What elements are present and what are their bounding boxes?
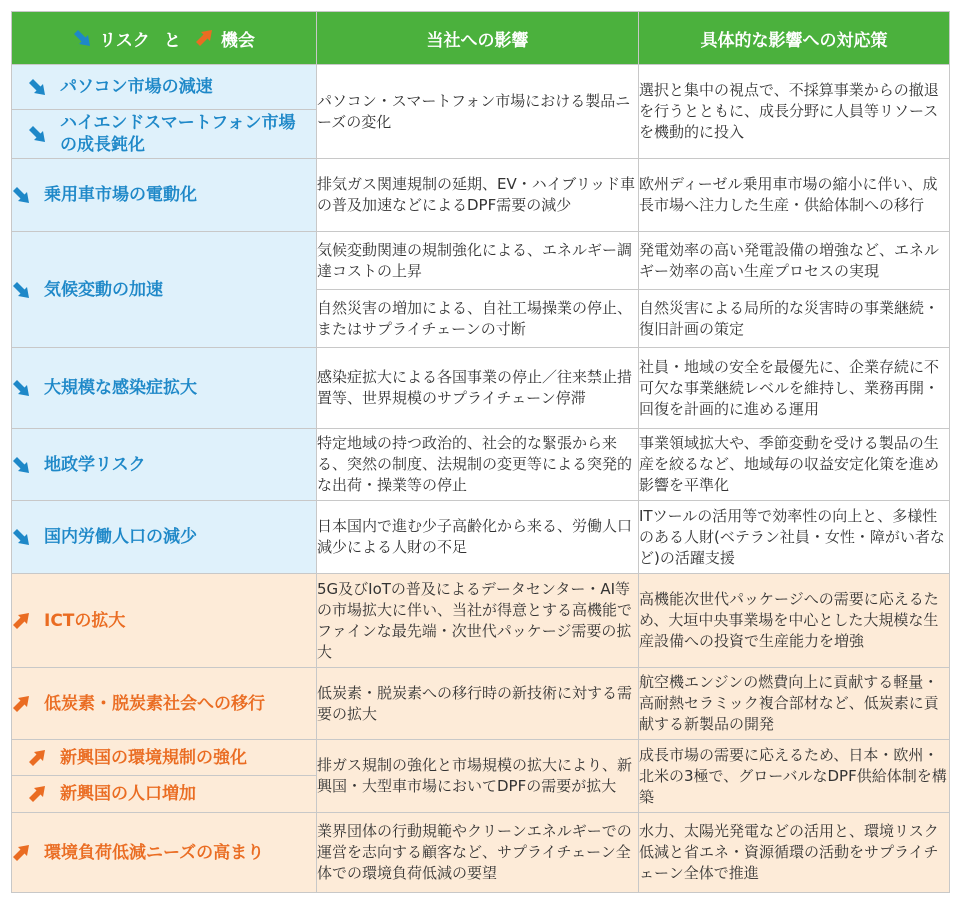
header-opportunity-label: 機会: [220, 30, 255, 51]
risk-label-cell: [12, 348, 317, 429]
impact-cell: 日本国内で進む少子高齢化から来る、労働人口減少による人財の不足: [317, 501, 639, 574]
opportunity-label: 環境負荷低減ニーズの高まり: [44, 842, 265, 863]
table-row: [12, 668, 950, 740]
arrow-down-right-icon: [28, 78, 46, 96]
impact-cell: パソコン・スマートフォン市場における製品ニーズの変化: [317, 65, 639, 159]
table-row: [12, 429, 950, 501]
impact-cell: 特定地域の持つ政治的、社会的な緊張から来る、突然の制度、法規制の変更等による突発的な出荷・操業等の停止: [317, 429, 639, 501]
table-row: [12, 740, 950, 813]
risk-label-cell: [12, 501, 317, 574]
impact-cell: 気候変動関連の規制強化による、エネルギー調達コストの上昇: [317, 232, 639, 290]
response-cell: 高機能次世代パッケージへの需要に応えるため、大垣中央事業場を中心とした大規模な生産設備への投資で生産能力を増強: [639, 574, 950, 668]
arrow-up-right-icon: [195, 29, 213, 47]
arrow-down-right-icon: [73, 29, 91, 47]
table-row: [12, 501, 950, 574]
response-cell: 発電効率の高い発電設備の増強など、エネルギー効率の高い生産プロセスの実現: [639, 232, 950, 290]
opportunity-label-cell: [12, 574, 317, 668]
arrow-up-right-icon: [12, 844, 30, 862]
response-cell: ITツールの活用等で効率性の向上と、多様性のある人財(ベテラン社員・女性・障がい者など)の活躍支援: [639, 501, 950, 574]
table-row: [12, 348, 950, 429]
table-row: [12, 65, 950, 159]
impact-cell: 5G及びIoTの普及によるデータセンター・AI等の市場拡大に伴い、当社が得意とする高機能でファインな最先端・次世代パッケージ需要の拡大: [317, 574, 639, 668]
opportunity-label-cell: [12, 740, 317, 813]
risk-label: 地政学リスク: [44, 454, 146, 475]
risk-label-cell: [12, 232, 317, 348]
opportunity-item: [12, 775, 316, 812]
arrow-down-right-icon: [28, 125, 46, 143]
header-category: [12, 12, 317, 65]
risk-label-cell: [12, 429, 317, 501]
risk-opportunity-table: [11, 11, 950, 893]
arrow-down-right-icon: [12, 281, 30, 299]
header-row: [12, 12, 950, 65]
opportunity-label: 低炭素・脱炭素社会への移行: [44, 693, 265, 714]
response-cell: 成長市場の需要に応えるため、日本・欧州・北米の3極で、グローバルなDPF供給体制を構築: [639, 740, 950, 813]
risk-label-cell: [12, 159, 317, 232]
header-response: 具体的な影響への対応策: [639, 12, 950, 65]
header-impact: 当社への影響: [317, 12, 639, 65]
response-cell: 自然災害による局所的な災害時の事業継続・復旧計画の策定: [639, 290, 950, 348]
risk-label: 国内労働人口の減少: [44, 527, 197, 547]
opportunity-label-cell: [12, 813, 317, 893]
risk-item: [12, 65, 316, 109]
risk-label: 気候変動の加速: [44, 279, 163, 300]
opportunity-label-cell: [12, 668, 317, 740]
table-row: [12, 574, 950, 668]
arrow-down-right-icon: [12, 186, 30, 204]
opportunity-label: 新興国の人口増加: [60, 784, 196, 804]
arrow-down-right-icon: [12, 456, 30, 474]
table-row: [12, 232, 950, 290]
impact-cell: 自然災害の増加による、自社工場操業の停止、またはサプライチェーンの寸断: [317, 290, 639, 348]
arrow-up-right-icon: [12, 695, 30, 713]
opportunity-label: 新興国の環境規制の強化: [60, 747, 247, 768]
response-cell: 事業領域拡大や、季節変動を受ける製品の生産を絞るなど、地域毎の収益安定化策を進め影響を平準化: [639, 429, 950, 501]
risk-label-cell: [12, 65, 317, 159]
response-cell: 社員・地域の安全を最優先に、企業存続に不可欠な事業継続レベルを維持し、業務再開・回復を計画的に進める運用: [639, 348, 950, 429]
impact-cell: 排ガス規制の強化と市場規模の拡大により、新興国・大型車市場においてDPFの需要が拡大: [317, 740, 639, 813]
risk-label: 乗用車市場の電動化: [44, 185, 197, 205]
arrow-down-right-icon: [12, 528, 30, 546]
impact-cell: 排気ガス関連規制の延期、EV・ハイブリッド車の普及加速などによるDPF需要の減少: [317, 159, 639, 232]
response-cell: 水力、太陽光発電などの活用と、環境リスク低減と省エネ・資源循環の活動をサプライチェーン全体で推進: [639, 813, 950, 893]
impact-cell: 感染症拡大による各国事業の停止／往来禁止措置等、世界規模のサプライチェーン停滞: [317, 348, 639, 429]
risk-label: 大規模な感染症拡大: [44, 378, 197, 398]
response-cell: 欧州ディーゼル乗用車市場の縮小に伴い、成長市場へ注力した生産・供給体制への移行: [639, 159, 950, 232]
header-risk-label: リスク: [99, 30, 150, 51]
opportunity-label: ICTの拡大: [44, 610, 126, 631]
response-cell: 選択と集中の視点で、不採算事業からの撤退を行うとともに、成長分野に人員等リソースを機動的に投入: [639, 65, 950, 159]
arrow-down-right-icon: [12, 379, 30, 397]
risk-label: パソコン市場の減速: [60, 77, 213, 97]
table-row: [12, 159, 950, 232]
impact-cell: 業界団体の行動規範やクリーンエネルギーでの運営を志向する顧客など、サプライチェーン全体での環境負荷低減の要望: [317, 813, 639, 893]
risk-label: ハイエンドスマートフォン市場の成長鈍化: [60, 113, 296, 155]
arrow-up-right-icon: [28, 785, 46, 803]
risk-item: [12, 109, 316, 158]
header-and-label: と: [163, 30, 181, 51]
arrow-up-right-icon: [28, 749, 46, 767]
impact-cell: 低炭素・脱炭素への移行時の新技術に対する需要の拡大: [317, 668, 639, 740]
response-cell: 航空機エンジンの燃費向上に貢献する軽量・高耐熱セラミック複合部材など、低炭素に貢献する新製品の開発: [639, 668, 950, 740]
opportunity-item: [12, 740, 316, 775]
arrow-up-right-icon: [12, 612, 30, 630]
table-row: [12, 813, 950, 893]
